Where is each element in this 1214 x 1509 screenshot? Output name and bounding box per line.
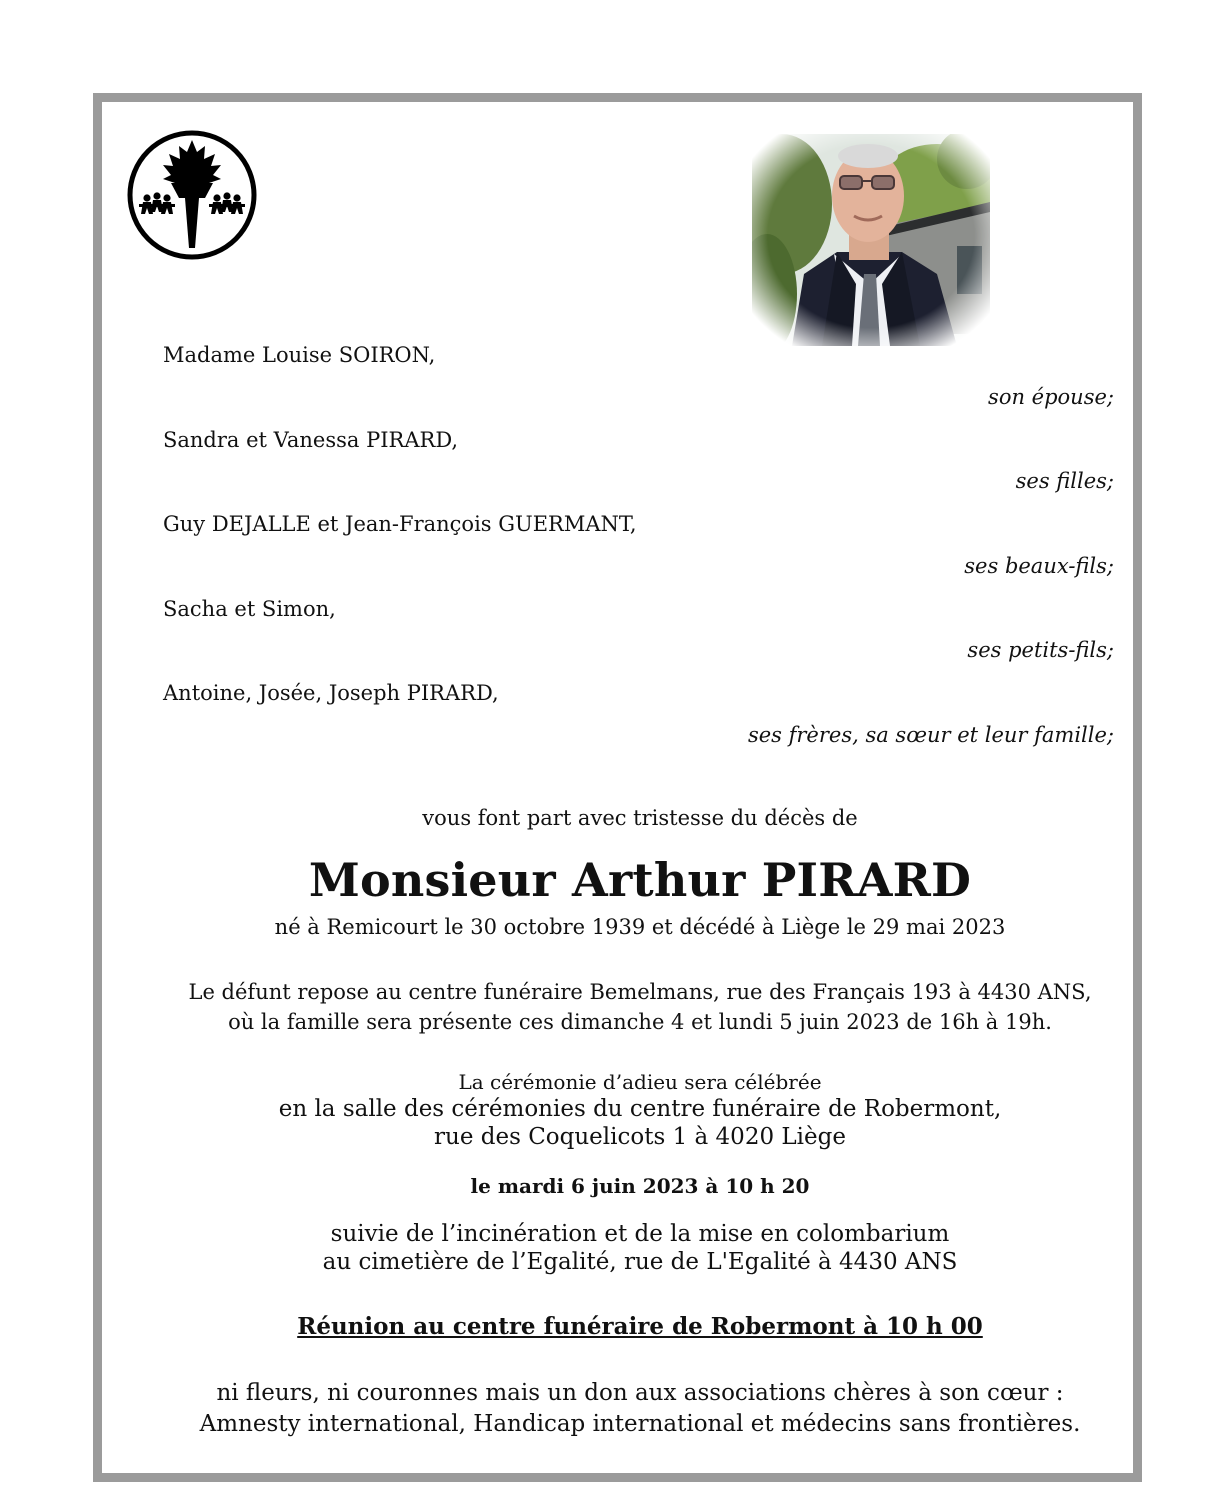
family-name-5: Antoine, Josée, Joseph PIRARD,	[163, 681, 499, 705]
ceremony-line-1: La cérémonie d’adieu sera célébrée	[458, 1070, 822, 1094]
announcement-intro: vous font part avec tristesse du décès de	[422, 806, 858, 830]
ceremony-date: le mardi 6 juin 2023 à 10 h 20	[470, 1174, 810, 1198]
reunion-notice: Réunion au centre funéraire de Robermont à 10 h 00	[297, 1313, 983, 1340]
portrait-photo	[752, 134, 990, 346]
ceremony-line-2: en la salle des cérémonies du centre funéraire de Robermont,	[278, 1096, 1002, 1122]
family-name-2: Sandra et Vanessa PIRARD,	[163, 428, 459, 452]
repose-line-1: Le défunt repose au centre funéraire Bemelmans, rue des Français 193 à 4430 ANS,	[188, 980, 1092, 1004]
deceased-name: Monsieur Arthur PIRARD	[308, 853, 972, 907]
flowers-line-1: ni fleurs, ni couronnes mais un don aux associations chères à son cœur :	[216, 1380, 1064, 1406]
family-relation-3: ses beaux-fils;	[964, 554, 1114, 578]
repose-line-2: où la famille sera présente ces dimanche 4 et lundi 5 juin 2023 de 16h à 19h.	[228, 1010, 1052, 1034]
cremation-line-2: au cimetière de l’Egalité, rue de L'Egalité à 4430 ANS	[322, 1249, 958, 1275]
family-name-1: Madame Louise SOIRON,	[163, 343, 436, 367]
family-relation-2: ses filles;	[1015, 469, 1114, 493]
cremation-line-1: suivie de l’incinération et de la mise en colombarium	[330, 1221, 950, 1247]
family-relation-5: ses frères, sa sœur et leur famille;	[747, 723, 1114, 747]
family-name-4: Sacha et Simon,	[163, 597, 336, 621]
flowers-line-2: Amnesty international, Handicap international et médecins sans frontières.	[199, 1411, 1081, 1437]
family-relation-4: ses petits-fils;	[967, 638, 1114, 662]
torch-emblem-icon	[125, 128, 259, 262]
family-name-3: Guy DEJALLE et Jean-François GUERMANT,	[163, 512, 637, 536]
family-relation-1: son épouse;	[988, 385, 1114, 409]
ceremony-line-3: rue des Coquelicots 1 à 4020 Liège	[434, 1124, 846, 1150]
birth-death-dates: né à Remicourt le 30 octobre 1939 et décédé à Liège le 29 mai 2023	[274, 915, 1006, 939]
